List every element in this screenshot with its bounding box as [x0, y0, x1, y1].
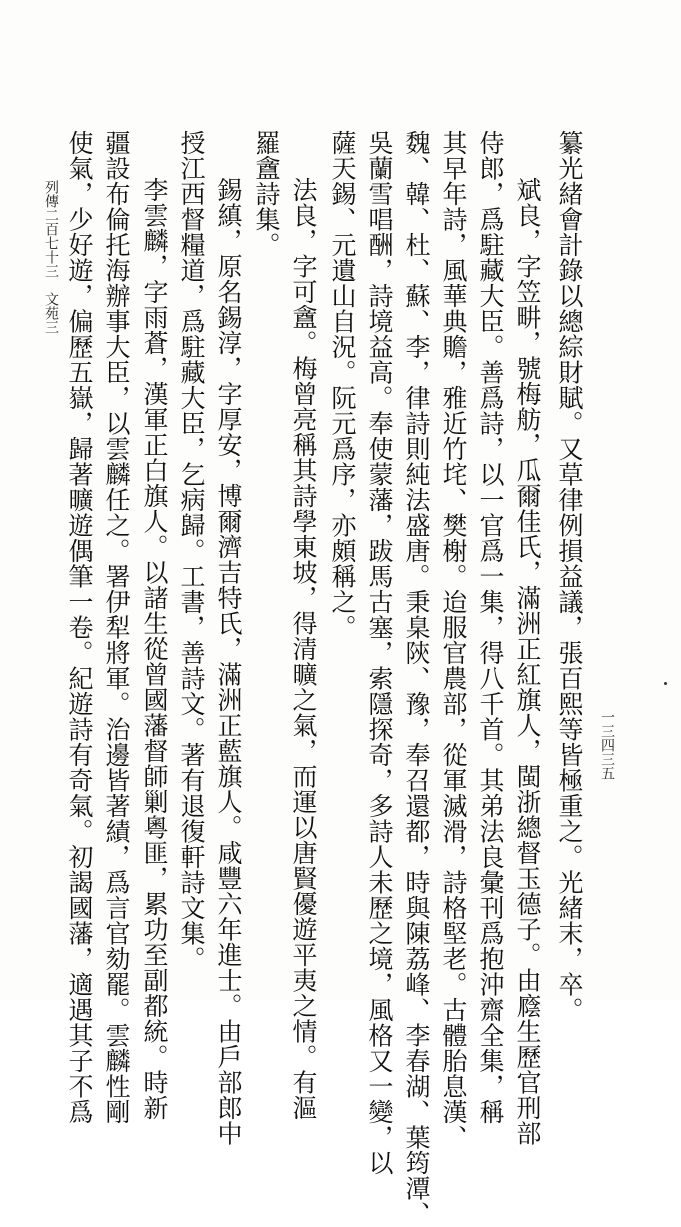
text-column-2: 斌良，字笠畊，號梅舫，瓜爾佳氏，滿洲正紅旗人，閩浙總督玉德子。由廕生歷官刑部	[513, 177, 542, 1146]
text-column-9: 羅盦詩集。	[252, 130, 281, 258]
text-column-5: 魏、韓、杜、蘇、李，律詩則純法盛唐。秉臬陝、豫，奉召還都，時與陳荔峰、李春湖、葉筠潭、	[402, 130, 431, 1227]
text-column-1: 纂光緒會計錄以總綜財賦。又草律例損益議，張百熙等皆極重之。光緒末，卒。	[555, 130, 584, 1023]
text-column-11: 授江西督糧道，爲駐藏大臣，乞病歸。工書，善詩文。著有退復軒詩文集。	[177, 130, 206, 972]
text-column-7: 薩天錫、元遺山自況。阮元爲序，亦頗稱之。	[328, 130, 357, 640]
text-column-8: 法良，字可盦。梅曾亮稱其詩學東坡，得清曠之氣，而運以唐賢優遊平夷之情。有漚	[289, 177, 318, 1121]
text-column-12: 李雲麟，字雨蒼，漢軍正白旗人。以諸生從曾國藩督師剿粵匪，累功至副都統。時新	[140, 177, 169, 1121]
running-footer-section: 列傳二百七十三 文苑三	[43, 180, 59, 334]
page-number: 一三四三五	[599, 710, 615, 780]
text-column-6: 吳蘭雪唱酬，詩境益高。奉使蒙藩，跋馬古塞，索隱探奇，多詩人未歷之境，風格又一變，以	[365, 130, 394, 1176]
text-column-4: 其早年詩，風華典贍，雅近竹垞、樊榭。迨服官農部，從軍滅滑，詩格堅老。古體胎息漢、	[439, 130, 468, 1150]
text-column-14: 使氣，少好遊，偏歷五嶽，歸著曠遊偶筆一卷。紀遊詩有奇氣。初謁國藩，適遇其子不爲	[65, 130, 94, 1125]
text-column-13: 疆設布倫托海辦事大臣，以雲麟任之。署伊犁將軍。治邊皆著績，爲言官劾罷。雲麟性剛	[102, 130, 131, 1125]
text-column-3: 侍郎，爲駐藏大臣。善爲詩，以一官爲一集，得八千首。其弟法良彙刊爲抱沖齋全集，稱	[476, 130, 505, 1125]
scan-speck	[664, 682, 667, 685]
text-column-10: 錫縝，原名錫淳，字厚安，博爾濟吉特氏，滿洲正藍旗人。咸豐六年進士。由戶部郎中	[214, 177, 243, 1146]
